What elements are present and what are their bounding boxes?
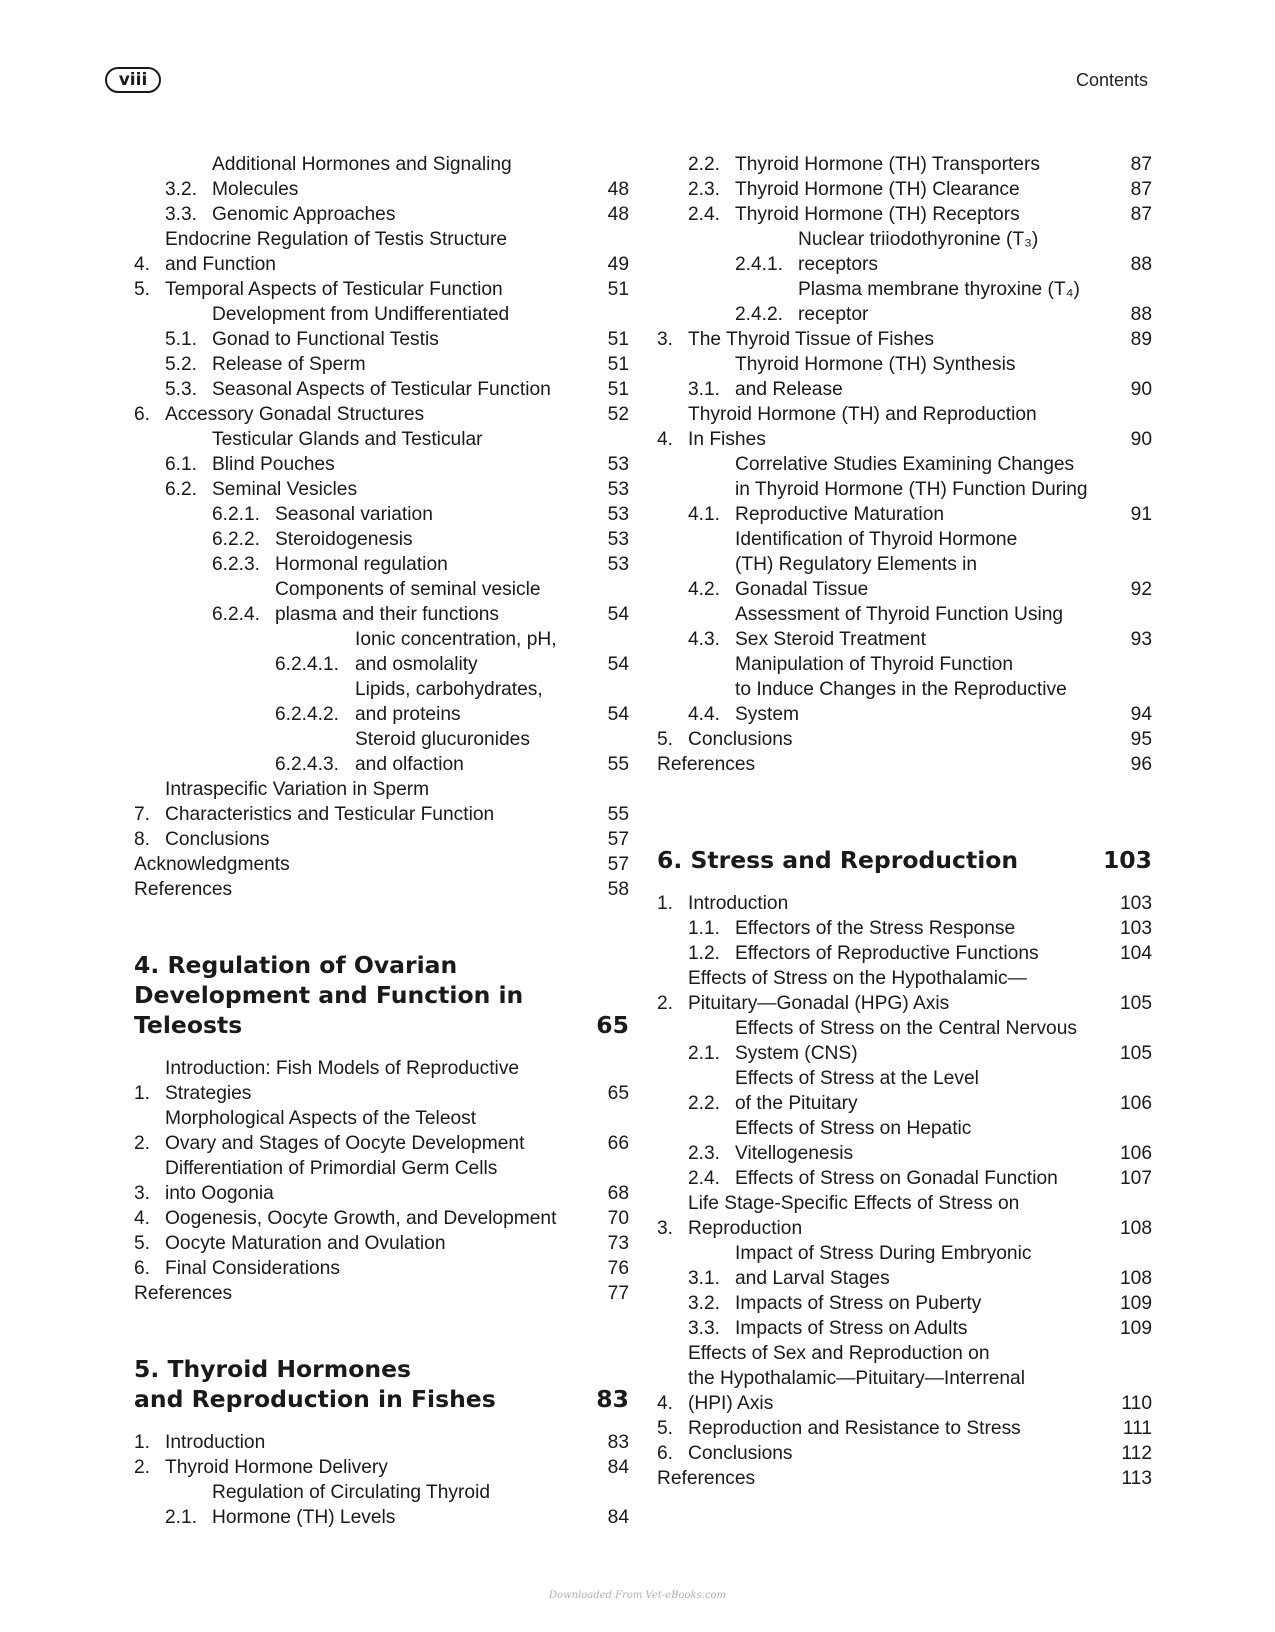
- toc-entry: [657, 527, 1152, 602]
- toc-entry: [134, 402, 629, 427]
- entry-number: 6.2.4.2.: [275, 704, 340, 725]
- toc-entry: [657, 1416, 1152, 1441]
- page-ref: 83: [596, 1385, 629, 1413]
- section-gap: [134, 1040, 629, 1056]
- toc-entry: [657, 152, 1152, 177]
- entry-number: 1.: [657, 893, 674, 914]
- entry-title: Morphological Aspects of the Teleost Ovary and Stages of Oocyte Development: [165, 1108, 525, 1154]
- toc-entry: [657, 452, 1152, 527]
- entry-title: Acknowledgments: [134, 854, 290, 875]
- entry-title: Genomic Approaches: [212, 204, 396, 225]
- toc-entry: [657, 327, 1152, 352]
- toc-entry: [134, 877, 629, 902]
- entry-title: Effects of Stress on the Hypothalamic— Pituitary—Gonadal (HPG) Axis: [688, 968, 1027, 1014]
- page-ref: 65: [596, 1011, 629, 1039]
- entry-title: Additional Hormones and Signaling Molecules: [212, 154, 512, 200]
- toc-entry: [657, 652, 1152, 727]
- toc-entry: [134, 577, 629, 627]
- entry-title: Effects of Stress on the Central Nervous System (CNS): [735, 1018, 1077, 1064]
- entry-title: Effects of Stress on Gonadal Function: [735, 1168, 1058, 1189]
- toc-entry: [134, 302, 629, 352]
- page-ref: 66: [607, 1133, 629, 1154]
- entry-number: 4.4.: [688, 704, 721, 725]
- section-gap: [134, 1306, 629, 1354]
- toc-entry: [134, 527, 629, 552]
- entry-number: 6.: [134, 1258, 151, 1279]
- section-gap: [657, 777, 1152, 845]
- entry-number: 5.: [134, 279, 151, 300]
- toc-entry: [134, 727, 629, 777]
- page-ref: 84: [607, 1507, 629, 1528]
- toc-entry: [134, 1056, 629, 1106]
- page-ref: 55: [607, 804, 629, 825]
- entry-title: Seminal Vesicles: [212, 479, 358, 500]
- page-ref: 87: [1130, 179, 1152, 200]
- toc-entry: [134, 1106, 629, 1156]
- page-ref: 94: [1130, 704, 1152, 725]
- entry-number: 2.2.: [688, 154, 721, 175]
- entry-number: 7.: [134, 804, 151, 825]
- entry-number: 2.2.: [688, 1093, 721, 1114]
- entry-number: 3.3.: [165, 204, 198, 225]
- page-ref: 51: [607, 279, 629, 300]
- running-head: Contents: [1075, 70, 1148, 90]
- entry-title: Development from Undifferentiated Gonad to Functional Testis: [212, 304, 510, 350]
- page-ref: 57: [607, 829, 629, 850]
- entry-title: Regulation of Circulating Thyroid Hormone (TH) Levels: [212, 1482, 491, 1528]
- page-ref: 106: [1119, 1093, 1152, 1114]
- entry-title: Effectors of Reproductive Functions: [735, 943, 1039, 964]
- entry-title: Conclusions: [688, 1443, 793, 1464]
- entry-title: Effects of Stress at the Level of the Pituitary: [735, 1068, 979, 1114]
- entry-number: 3.: [657, 329, 674, 350]
- chapter-heading: [134, 950, 629, 1040]
- entry-title: References: [134, 1283, 233, 1304]
- entry-number: 2.4.1.: [735, 254, 784, 275]
- entry-title: References: [657, 754, 756, 775]
- section-gap: [657, 875, 1152, 891]
- page-ref: 109: [1119, 1293, 1152, 1314]
- toc-entry: [657, 727, 1152, 752]
- entry-title: References: [134, 879, 233, 900]
- page-ref: 51: [607, 379, 629, 400]
- page-ref: 84: [607, 1457, 629, 1478]
- entry-number: 6.2.1.: [212, 504, 261, 525]
- entry-title: References: [657, 1468, 756, 1489]
- entry-number: 2.: [134, 1133, 151, 1154]
- entry-title: Thyroid Hormone (TH) Synthesis and Release: [735, 354, 1016, 400]
- toc-entry: [657, 402, 1152, 452]
- page-ref: 108: [1119, 1268, 1152, 1289]
- page-ref: 53: [607, 529, 629, 550]
- entry-number: 6.2.3.: [212, 554, 261, 575]
- toc-entry: [134, 352, 629, 377]
- entry-title: Testicular Glands and Testicular Blind Pouches: [212, 429, 483, 475]
- entry-number: 6.2.2.: [212, 529, 261, 550]
- toc-entry: [657, 1291, 1152, 1316]
- entry-number: 2.1.: [688, 1043, 721, 1064]
- entry-title: Oocyte Maturation and Ovulation: [165, 1233, 446, 1254]
- page-ref: 112: [1121, 1443, 1152, 1464]
- toc-left-column: [134, 152, 629, 1530]
- toc-entry: [657, 352, 1152, 402]
- toc-entry: [134, 227, 629, 277]
- toc-right-column: [657, 152, 1152, 1491]
- entry-title: Seasonal Aspects of Testicular Function: [212, 379, 551, 400]
- entry-number: 4.: [134, 1208, 151, 1229]
- page-ref: 70: [607, 1208, 629, 1229]
- page-ref: 90: [1130, 379, 1152, 400]
- toc-entry: [134, 1281, 629, 1306]
- page-number: viii: [105, 67, 161, 93]
- toc-entry: [657, 1241, 1152, 1291]
- entry-number: 5.3.: [165, 379, 198, 400]
- entry-title: Final Considerations: [165, 1258, 340, 1279]
- entry-number: 3.2.: [165, 179, 198, 200]
- entry-title: Thyroid Hormone Delivery: [165, 1457, 388, 1478]
- entry-number: 3.1.: [688, 379, 721, 400]
- entry-number: 6.: [657, 1443, 674, 1464]
- entry-number: 2.4.2.: [735, 304, 784, 325]
- entry-number: 5.2.: [165, 354, 198, 375]
- entry-number: 6.2.: [165, 479, 198, 500]
- entry-number: 2.3.: [688, 179, 721, 200]
- entry-number: 5.1.: [165, 329, 198, 350]
- page-ref: 92: [1130, 579, 1152, 600]
- toc-entry: [657, 1466, 1152, 1491]
- toc-entry: [657, 1341, 1152, 1416]
- download-watermark: Downloaded From Vet-eBooks.com: [549, 1590, 726, 1601]
- entry-number: 4.3.: [688, 629, 721, 650]
- toc-entry: [134, 827, 629, 852]
- entry-number: 2.4.: [688, 204, 721, 225]
- entry-title: Intraspecific Variation in Sperm Characteristics and Testicular Function: [165, 779, 495, 825]
- page-ref: 87: [1130, 154, 1152, 175]
- entry-title: Steroid glucuronides and olfaction: [355, 729, 530, 775]
- toc-entry: [657, 941, 1152, 966]
- entry-title: Thyroid Hormone (TH) Receptors: [735, 204, 1020, 225]
- page-ref: 58: [607, 879, 629, 900]
- page-ref: 49: [607, 254, 629, 275]
- toc-entry: [657, 277, 1152, 327]
- entry-number: 4.: [657, 429, 674, 450]
- entry-title: Ionic concentration, pH, and osmolality: [355, 629, 557, 675]
- page-ref: 103: [1119, 918, 1152, 939]
- toc-entry: [134, 477, 629, 502]
- page-ref: 104: [1119, 943, 1152, 964]
- entry-number: 6.1.: [165, 454, 198, 475]
- entry-number: 6.2.4.: [212, 604, 261, 625]
- entry-number: 4.: [134, 254, 151, 275]
- page-ref: 111: [1122, 1418, 1152, 1439]
- entry-number: 1.1.: [688, 918, 721, 939]
- toc-entry: [134, 1256, 629, 1281]
- page-ref: 54: [607, 654, 629, 675]
- entry-number: 6.2.4.1.: [275, 654, 340, 675]
- entry-title: Impact of Stress During Embryonic and Larval Stages: [735, 1243, 1032, 1289]
- toc-entry: [657, 1066, 1152, 1116]
- entry-title: Endocrine Regulation of Testis Structure and Function: [165, 229, 508, 275]
- entry-title: Lipids, carbohydrates, and proteins: [355, 679, 543, 725]
- entry-title: Introduction: Fish Models of Reproductive Strategies: [165, 1058, 520, 1104]
- chapter-title: 6. Stress and Reproduction: [657, 846, 1019, 874]
- toc-entry: [657, 177, 1152, 202]
- toc-entry: [134, 377, 629, 402]
- toc-entry: [134, 152, 629, 202]
- page-ref: 105: [1119, 993, 1152, 1014]
- entry-title: Differentiation of Primordial Germ Cells into Oogonia: [165, 1158, 498, 1204]
- page-ref: 109: [1119, 1318, 1152, 1339]
- page-ref: 91: [1130, 504, 1152, 525]
- entry-title: Thyroid Hormone (TH) and Reproduction In Fishes: [688, 404, 1037, 450]
- chapter-title: 4. Regulation of Ovarian Development and Function in Teleosts: [134, 951, 524, 1039]
- page-ref: 68: [607, 1183, 629, 1204]
- page-ref: 110: [1121, 1393, 1152, 1414]
- toc-entry: [134, 552, 629, 577]
- entry-title: Correlative Studies Examining Changes in Thyroid Hormone (TH) Function During Reproductive Maturation: [735, 454, 1088, 525]
- entry-number: 4.1.: [688, 504, 721, 525]
- entry-title: Introduction: [688, 893, 789, 914]
- chapter-heading: [657, 845, 1152, 875]
- toc-entry: [134, 777, 629, 827]
- entry-number: 4.2.: [688, 579, 721, 600]
- entry-number: 5.: [657, 1418, 674, 1439]
- entry-title: Effects of Sex and Reproduction on the Hypothalamic—Pituitary—Interrenal (HPI) Axis: [688, 1343, 1025, 1414]
- page-ref: 53: [607, 454, 629, 475]
- page-ref: 105: [1119, 1043, 1152, 1064]
- page-ref: 53: [607, 504, 629, 525]
- entry-title: Identification of Thyroid Hormone (TH) Regulatory Elements in Gonadal Tissue: [735, 529, 1018, 600]
- toc-entry: [134, 502, 629, 527]
- toc-entry: [134, 1156, 629, 1206]
- entry-number: 1.: [134, 1432, 151, 1453]
- entry-number: 4.: [657, 1393, 674, 1414]
- page-ref: 106: [1119, 1143, 1152, 1164]
- entry-title: Hormonal regulation: [275, 554, 448, 575]
- page-ref: 93: [1130, 629, 1152, 650]
- entry-number: 5.: [657, 729, 674, 750]
- entry-number: 2.1.: [165, 1507, 198, 1528]
- page-ref: 103: [1102, 846, 1152, 874]
- page-ref: 48: [607, 204, 629, 225]
- entry-number: 2.4.: [688, 1168, 721, 1189]
- toc-entry: [657, 752, 1152, 777]
- entry-title: Effects of Stress on Hepatic Vitellogenesis: [735, 1118, 972, 1164]
- toc-entry: [657, 1116, 1152, 1166]
- page-ref: 65: [607, 1083, 629, 1104]
- entry-number: 1.2.: [688, 943, 721, 964]
- toc-entry: [657, 1166, 1152, 1191]
- entry-title: Effectors of the Stress Response: [735, 918, 1016, 939]
- entry-number: 3.: [657, 1218, 674, 1239]
- chapter-heading: [134, 1354, 629, 1414]
- page-ref: 54: [607, 604, 629, 625]
- page-ref: 88: [1130, 254, 1152, 275]
- toc-entry: [134, 627, 629, 677]
- page-ref: 53: [607, 479, 629, 500]
- section-gap: [134, 902, 629, 950]
- toc-entry: [657, 891, 1152, 916]
- page-ref: 83: [607, 1432, 629, 1453]
- page-ref: 87: [1130, 204, 1152, 225]
- entry-number: 2.3.: [688, 1143, 721, 1164]
- page-ref: 95: [1130, 729, 1152, 750]
- entry-title: Assessment of Thyroid Function Using Sex Steroid Treatment: [735, 604, 1064, 650]
- entry-number: 2.: [134, 1457, 151, 1478]
- entry-title: Reproduction and Resistance to Stress: [688, 1418, 1021, 1439]
- entry-title: Release of Sperm: [212, 354, 366, 375]
- toc-entry: [657, 202, 1152, 227]
- toc-entry: [657, 1191, 1152, 1241]
- entry-title: Impacts of Stress on Adults: [735, 1318, 968, 1339]
- toc-entry: [134, 1430, 629, 1455]
- page-ref: 76: [607, 1258, 629, 1279]
- section-gap: [134, 1414, 629, 1430]
- toc-entry: [657, 602, 1152, 652]
- page-ref: 48: [607, 179, 629, 200]
- toc-entry: [134, 1206, 629, 1231]
- entry-title: Components of seminal vesicle plasma and their functions: [275, 579, 541, 625]
- entry-title: Plasma membrane thyroxine (T₄) receptor: [798, 279, 1080, 325]
- page-ref: 96: [1130, 754, 1152, 775]
- entry-number: 2.: [657, 993, 674, 1014]
- page-ref: 52: [607, 404, 629, 425]
- entry-title: The Thyroid Tissue of Fishes: [688, 329, 934, 350]
- page-ref: 77: [607, 1283, 629, 1304]
- toc-entry: [657, 1441, 1152, 1466]
- toc-entry: [134, 202, 629, 227]
- entry-number: 3.1.: [688, 1268, 721, 1289]
- entry-title: Accessory Gonadal Structures: [165, 404, 425, 425]
- page-ref: 51: [607, 354, 629, 375]
- page-ref: 57: [607, 854, 629, 875]
- entry-title: Thyroid Hormone (TH) Transporters: [735, 154, 1040, 175]
- page-ref: 73: [607, 1233, 629, 1254]
- entry-title: Thyroid Hormone (TH) Clearance: [735, 179, 1020, 200]
- entry-title: Oogenesis, Oocyte Growth, and Development: [165, 1208, 557, 1229]
- toc-entry: [657, 1016, 1152, 1066]
- toc-entry: [657, 916, 1152, 941]
- toc-entry: [134, 277, 629, 302]
- page-ref: 54: [607, 704, 629, 725]
- entry-number: 6.2.4.3.: [275, 754, 340, 775]
- entry-title: Manipulation of Thyroid Function to Induce Changes in the Reproductive System: [735, 654, 1067, 725]
- toc-entry: [657, 1316, 1152, 1341]
- entry-title: Life Stage-Specific Effects of Stress on Reproduction: [688, 1193, 1020, 1239]
- entry-title: Conclusions: [165, 829, 270, 850]
- page-ref: 90: [1130, 429, 1152, 450]
- chapter-title: 5. Thyroid Hormones and Reproduction in Fishes: [134, 1355, 496, 1413]
- toc-entry: [657, 966, 1152, 1016]
- entry-number: 3.: [134, 1183, 151, 1204]
- toc-entry: [134, 1480, 629, 1530]
- page-ref: 51: [607, 329, 629, 350]
- entry-title: Steroidogenesis: [275, 529, 413, 550]
- entry-number: 5.: [134, 1233, 151, 1254]
- entry-number: 1.: [134, 1083, 151, 1104]
- toc-entry: [134, 1231, 629, 1256]
- entry-title: Conclusions: [688, 729, 793, 750]
- page-ref: 107: [1119, 1168, 1152, 1189]
- entry-number: 6.: [134, 404, 151, 425]
- entry-number: 3.3.: [688, 1318, 721, 1339]
- entry-title: Nuclear triiodothyronine (T₃) receptors: [798, 229, 1039, 275]
- page-ref: 88: [1130, 304, 1152, 325]
- page-ref: 113: [1121, 1468, 1152, 1489]
- page-ref: 53: [607, 554, 629, 575]
- entry-number: 8.: [134, 829, 151, 850]
- toc-entry: [134, 1455, 629, 1480]
- page-ref: 108: [1119, 1218, 1152, 1239]
- entry-title: Introduction: [165, 1432, 266, 1453]
- toc-entry: [134, 852, 629, 877]
- page-ref: 55: [607, 754, 629, 775]
- entry-title: Impacts of Stress on Puberty: [735, 1293, 982, 1314]
- page-ref: 103: [1119, 893, 1152, 914]
- page-ref: 89: [1130, 329, 1152, 350]
- toc-entry: [134, 677, 629, 727]
- entry-title: Temporal Aspects of Testicular Function: [165, 279, 503, 300]
- entry-title: Seasonal variation: [275, 504, 433, 525]
- entry-number: 3.2.: [688, 1293, 721, 1314]
- toc-entry: [134, 427, 629, 477]
- toc-entry: [657, 227, 1152, 277]
